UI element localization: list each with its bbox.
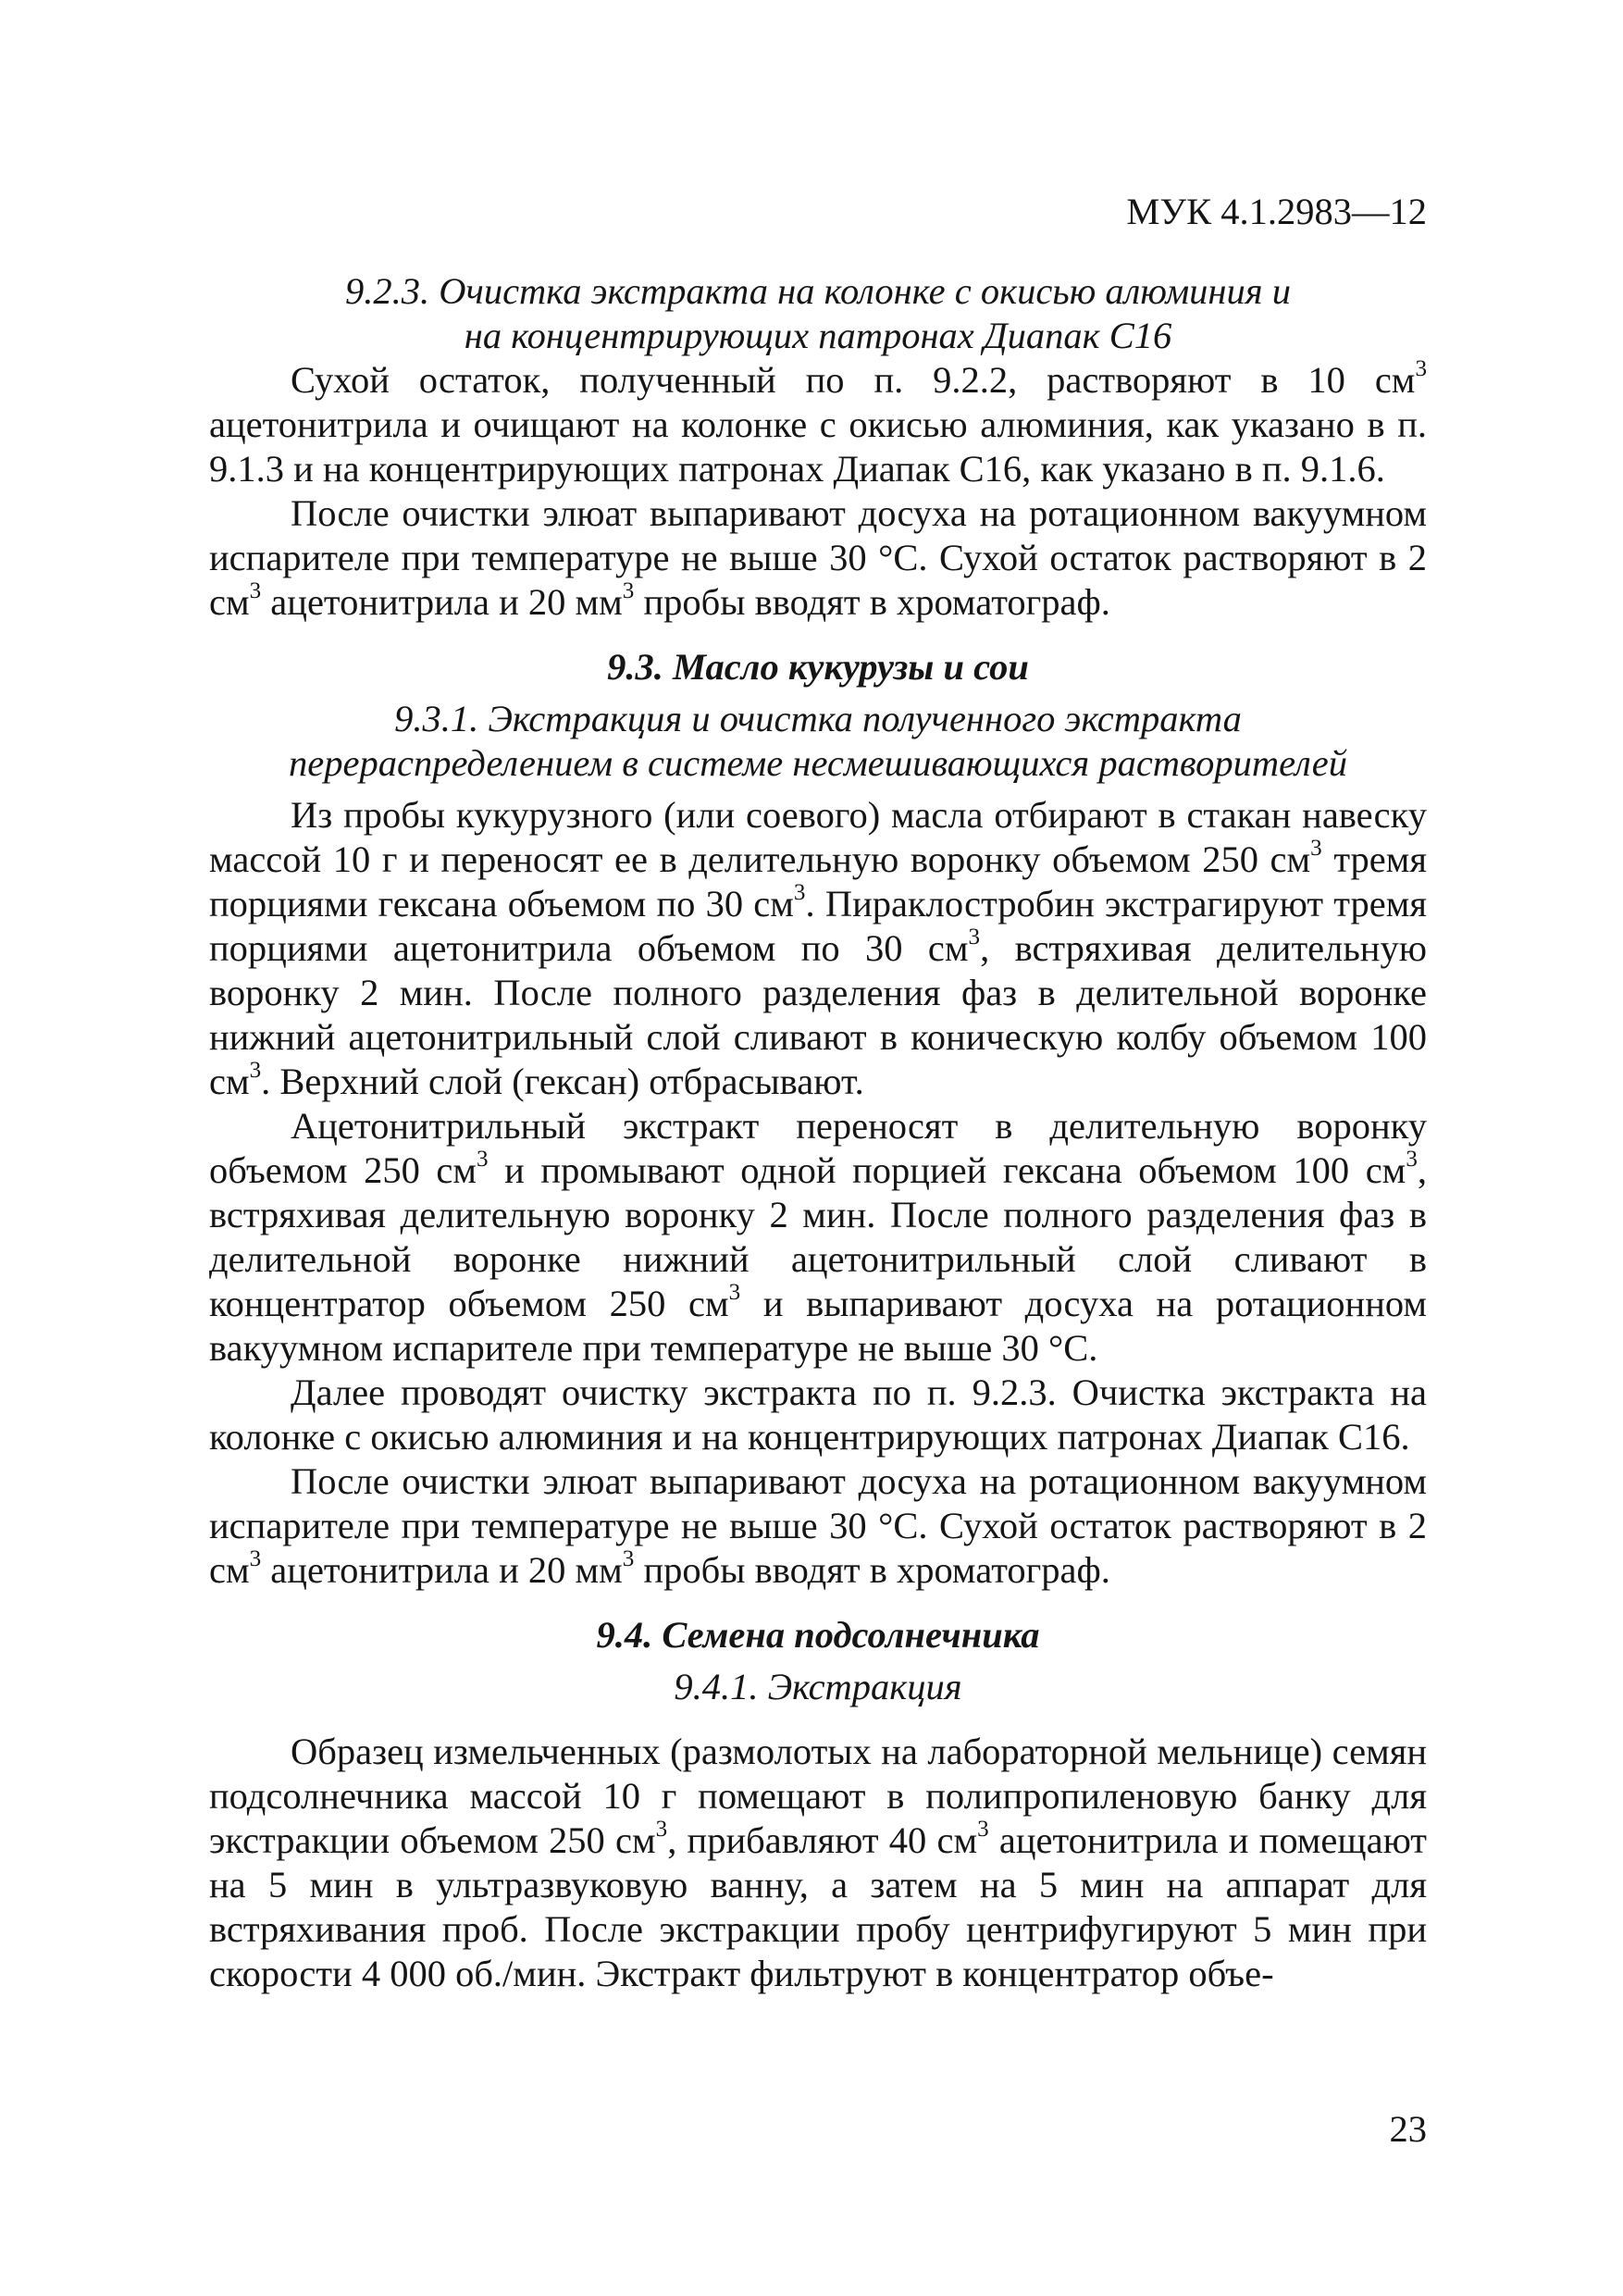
section-title-9-4: 9.4. Семена подсолнечника xyxy=(596,1614,1040,1656)
subsection-title-line: 9.2.3. Очистка экстракта на колонке с окисью алюминия и xyxy=(345,270,1291,312)
document-code: МУК 4.1.2983—12 xyxy=(1126,191,1427,232)
paragraph: После очистки элюат выпаривают досуха на ротационном вакуумном испарителе при температуре не выше 30 °С. Сухой остаток растворяют в 2 $см^3$ ацетонитрила и 20 $мм^3$ пробы вводят в хроматограф. xyxy=(209,492,1427,623)
paragraph: После очистки элюат выпаривают досуха на ротационном вакуумном испарителе при температуре не выше 30 °С. Сухой остаток растворяют в 2 $см^3$ ацетонитрила и 20 $мм^3$ пробы вводят в хроматограф. xyxy=(209,1460,1427,1591)
subsection-title-9-2-3 xyxy=(209,269,1427,358)
section-title-9-3: 9.3. Масло кукурузы и сои xyxy=(607,646,1029,688)
subsection-title-line: 9.3.1. Экстракция и очистка полученного экстракта xyxy=(394,698,1242,739)
subsection-title-9-4-1: 9.4.1. Экстракция xyxy=(674,1666,962,1707)
subsection-title-9-3-1 xyxy=(209,697,1427,786)
subsection-title-line: на концентрирующих патронах Диапак С16 xyxy=(464,315,1172,356)
subsection-title-line: перераспределением в системе несмешивающихся растворителей xyxy=(289,742,1347,784)
page-number: 23 xyxy=(1389,2108,1427,2150)
paragraph: Ацетонитрильный экстракт переносят в делительную воронку объемом 250 $см^3$ и промывают одной порцией гексана объемом 100 $см^3$, встряхивая делительную воронку 2 мин. После полного разделения фаз в делительной воронке нижний ацетонитрильный слой сливают в концентратор объемом 250 $см^3$ и выпаривают досуха на ротационном вакуумном испарителе при температуре не выше 30 °С. xyxy=(209,1105,1428,1369)
paragraph: Далее проводят очистку экстракта по п. 9.2.3. Очистка экстракта на колонке с окисью алюминия и на концентрирующих патронах Диапак С16. xyxy=(209,1371,1427,1458)
paragraph: Образец измельченных (размолотых на лабораторной мельнице) семян подсолнечника массой 10 г помещают в полипропиленовую банку для экстракции объемом 250 $см^3$, прибавляют 40 $см^3$ ацетонитрила и помещают на 5 мин в ультразвуковую ванну, а затем на 5 мин на аппарат для встряхивания проб. После экстракции пробу центрифугируют 5 мин при скорости 4 000 об./мин. Экстракт фильтруют в концентратор объе- xyxy=(209,1731,1427,1994)
paragraph: Из пробы кукурузного (или соевого) масла отбирают в стакан навеску массой 10 г и переносят ее в делительную воронку объемом 250 $см^3$ тремя порциями гексана объемом по 30 $см^3$. Пираклостробин экстрагируют тремя порциями ацетонитрила объемом по 30 $см^3$, встряхивая делительную воронку 2 мин. После полного разделения фаз в делительной воронке нижний ацетонитрильный слой сливают в коническую колбу объемом 100 $см^3$. Верхний слой (гексан) отбрасывают. xyxy=(209,794,1428,1102)
paragraph: Сухой остаток, полученный по п. 9.2.2, растворяют в 10 $см^3$ ацетонитрила и очищают на колонке с окисью алюминия, как указано в п. 9.1.3 и на концентрирующих патронах Диапак С16, как указано в п. 9.1.6. xyxy=(209,355,1427,490)
